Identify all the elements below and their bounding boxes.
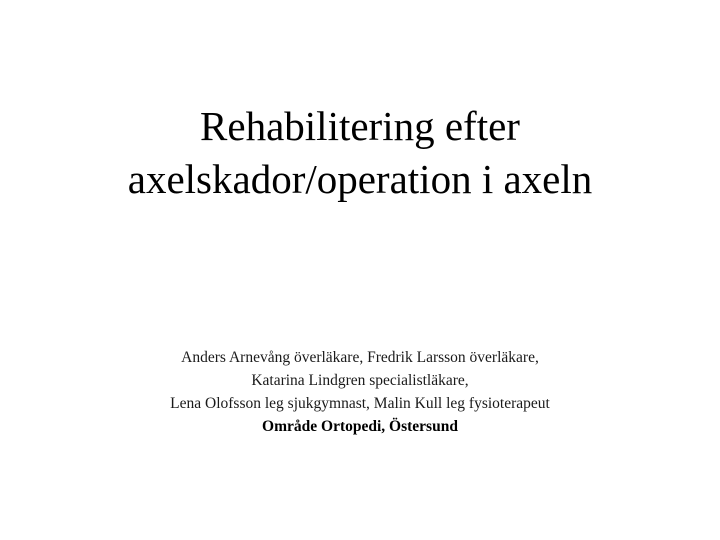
author-line-2: Katarina Lindgren specialistläkare, bbox=[251, 372, 469, 389]
organization: Område Ortopedi, Östersund bbox=[262, 418, 458, 435]
slide-title bbox=[60, 100, 660, 207]
author-block bbox=[90, 346, 630, 438]
title-line-1: Rehabilitering efter bbox=[200, 103, 520, 149]
author-line-1: Anders Arnevång överläkare, Fredrik Larsson överläkare, bbox=[181, 349, 539, 366]
title-line-2: axelskador/operation i axeln bbox=[127, 156, 593, 203]
author-line-3: Lena Olofsson leg sjukgymnast, Malin Kull leg fysioterapeut bbox=[170, 395, 550, 412]
